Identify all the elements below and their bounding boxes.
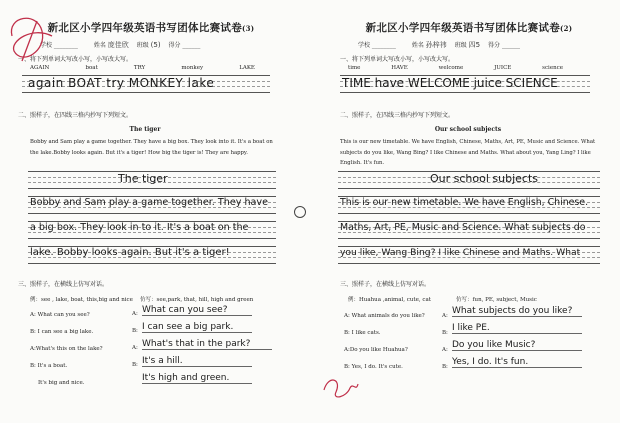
name-label: 姓名 xyxy=(411,42,424,49)
imitate-words: 仿写：see,park, that, hill, high and green xyxy=(140,297,254,303)
word-item: JUICE xyxy=(494,65,512,71)
handwritten-reply: What subjects do you like? xyxy=(452,306,582,317)
example-line: It's big and nice. xyxy=(38,380,85,386)
handwritten-line: The tiger xyxy=(118,172,168,185)
example-line: B: I like cats. xyxy=(344,330,381,336)
handwritten-reply: I like PE. xyxy=(452,323,582,334)
class-value: (5) xyxy=(150,41,161,49)
right-exam-page xyxy=(318,0,620,423)
name-value: 孙梓祎 xyxy=(425,41,447,49)
handwritten-line: lake. Bobby looks again. But it's a tiger! xyxy=(30,247,230,258)
word-item: AGAIN xyxy=(30,65,50,71)
passage-title: The tiger xyxy=(129,126,161,133)
name-label: 姓名 xyxy=(93,42,106,49)
example-line: A: What animals do you like? xyxy=(344,313,425,319)
school-label: 学校 xyxy=(40,42,53,49)
score-label: 得分 xyxy=(168,42,181,49)
handwritten-answer-1: TIME have WELCOME juice SCIENCE xyxy=(342,76,558,90)
example-words: 例：Huahua ,animal, cute, cat xyxy=(348,297,431,303)
handwritten-line: Bobby and Sam play a game together. They have xyxy=(30,197,269,208)
example-line: A: What can you see? xyxy=(30,312,90,318)
word-item: LAKE xyxy=(239,65,255,71)
passage-text: Bobby and Sam play a game together. They have a big box. They look into it. It's a boat on the lake.Bobby looks again. But it's a tiger! How big the tiger is! They are happy. xyxy=(30,139,273,156)
answer-prefix: A: xyxy=(132,345,138,351)
title-text: 新北区小学四年级英语书写团体比赛试卷 xyxy=(47,22,242,34)
handwritten-reply: What can you see? xyxy=(142,305,252,316)
handwritten-line: a big box. They look in to it. It's a boat on the xyxy=(30,222,249,233)
class-value: 四5 xyxy=(468,41,481,49)
handwritten-reply: It's a hill. xyxy=(142,356,252,367)
word-item: HAVE xyxy=(391,65,408,71)
handwritten-reply: What's that in the park? xyxy=(142,339,272,350)
example-line: A:Do you like Huahua? xyxy=(344,347,408,353)
title-number: (2) xyxy=(560,24,573,33)
handwritten-reply: It's high and green. xyxy=(142,373,252,384)
section-2-heading: 二、照样子，在四线三格内抄写下列短文。 xyxy=(340,112,455,119)
answer-prefix: B: xyxy=(132,362,138,368)
imitate-words: 仿写：fun, PE, subject, Music xyxy=(456,297,537,303)
answer-prefix: A: xyxy=(442,347,448,353)
example-line: B: It's a boat. xyxy=(30,363,68,369)
school-label: 学校 xyxy=(358,42,371,49)
word-item: science xyxy=(542,65,563,71)
passage-title: Our school subjects xyxy=(434,126,502,133)
section-1-heading: 一、将下列单词大写改小写，小写改大写。 xyxy=(340,56,455,63)
word-list xyxy=(30,65,255,71)
class-label: 班级 xyxy=(454,42,467,49)
word-item: monkey xyxy=(181,65,204,71)
red-ink-mark xyxy=(2,6,62,76)
handwritten-line: This is our new timetable. We have English, Chinese. xyxy=(340,197,589,208)
section-1-heading: 一、将下列单词大写改小写，小写改大写。 xyxy=(18,56,133,63)
example-line: A:What's this on the lake? xyxy=(30,346,103,352)
student-info: 学校 ________ 姓名 孙梓祎 班级 四5 得分 ______ xyxy=(358,41,520,49)
answer-prefix: A: xyxy=(132,311,138,317)
handwritten-reply: Do you like Music? xyxy=(452,340,582,351)
section-2-heading: 二、照样子，在四线三格内抄写下列短文。 xyxy=(18,112,133,119)
answer-prefix: B: xyxy=(132,328,138,334)
answer-prefix: B: xyxy=(442,364,448,370)
example-line: B: Yes, I do. It's cute. xyxy=(344,364,403,370)
section-3-heading: 三、照样子，在横线上仿写对话。 xyxy=(18,281,109,288)
word-item: TRY xyxy=(133,65,146,71)
handwritten-answer-1: again BOAT try MONKEY lake xyxy=(28,76,215,90)
binding-hole xyxy=(294,206,306,218)
example-line: B: I can see a big lake. xyxy=(30,329,94,335)
title-number: (3) xyxy=(242,24,255,33)
class-label: 班级 xyxy=(136,42,149,49)
word-item: welcome xyxy=(438,65,464,71)
handwritten-line: you like, Wang Bing? I like Chinese and Maths. What xyxy=(340,247,581,258)
exam-title xyxy=(318,20,620,35)
handwritten-line: Our school subjects xyxy=(430,172,539,185)
red-ink-signature xyxy=(320,370,360,405)
title-text: 新北区小学四年级英语书写团体比赛试卷 xyxy=(365,22,560,34)
handwritten-line: Maths, Art, PE, Music and Science. What subjects do xyxy=(340,222,586,233)
answer-prefix: B: xyxy=(442,330,448,336)
example-words: 例：see , lake, boat, this,big and nice xyxy=(30,297,133,303)
word-item: time xyxy=(348,65,361,71)
passage-text: This is our new timetable. We have English, Chinese, Maths, Art, PE, Music and Science. What subjects do you like, Wang Bing? I like Chinese and Maths. What about you, Yang Ling? I like English. It's fun. xyxy=(340,139,596,166)
answer-prefix: A: xyxy=(442,313,448,319)
student-info: 学校 ________ 姓名 庞佳欣 班级 (5) 得分 ______ xyxy=(40,41,201,49)
score-label: 得分 xyxy=(488,42,501,49)
name-value: 庞佳欣 xyxy=(107,41,129,49)
word-item: boat xyxy=(85,65,98,71)
section-3-heading: 三、照样子，在横线上仿写对话。 xyxy=(340,281,431,288)
handwritten-reply: Yes, I do. It's fun. xyxy=(452,357,582,368)
handwritten-reply: I can see a big park. xyxy=(142,322,252,333)
word-list xyxy=(348,65,563,71)
left-exam-page xyxy=(0,0,302,423)
